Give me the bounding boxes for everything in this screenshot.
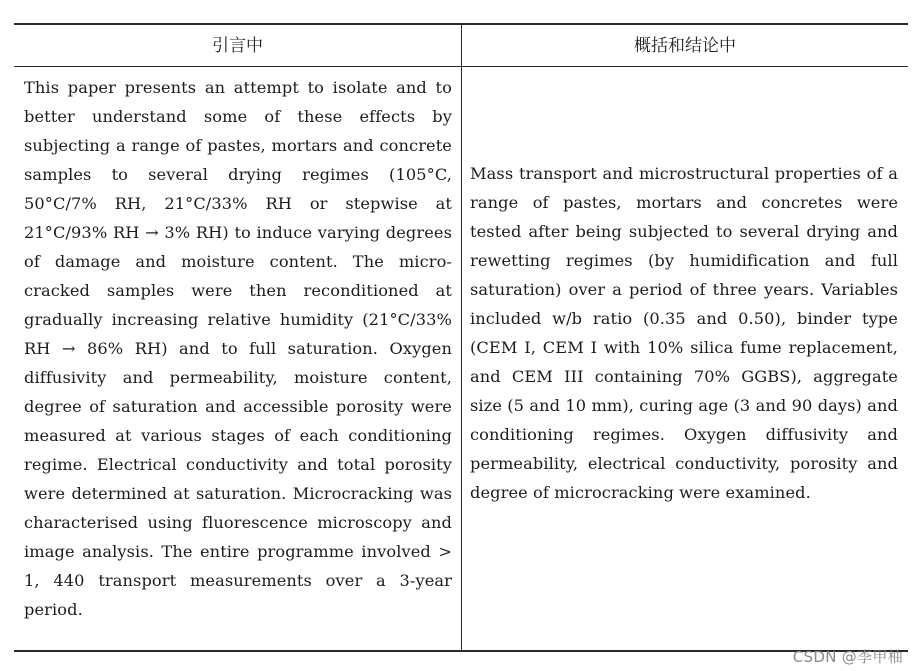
- cell-introduction-text: This paper presents an attempt to isolate and to better understand some of these effects by subjecting a range of pastes, mortars and concrete samples to several drying regimes (105°C, 50°C/7% RH, 21°C/33% RH or stepwise at 21°C/93% RH → 3% RH) to induce varying degrees of damage and moisture content. The micro-cracked samples were then reconditioned at gradually increasing relative humidity (21°C/33% RH → 86% RH) and to full saturation. Oxygen diffusivity and permeability, moisture content, degree of saturation and accessible porosity were measured at various stages of each conditioning regime. Electrical conductivity and total porosity were determined at saturation. Microcracking was characterised using fluorescence microscopy and image analysis. The entire programme involved > 1, 440 transport measurements over a 3-year period.: [24, 78, 452, 619]
- column-divider: [461, 25, 462, 650]
- cell-summary-text: Mass transport and microstructural properties of a range of pastes, mortars and concretes were tested after being subjected to several drying and rewetting regimes (by humidification and full saturation) over a period of three years. Variables included w/b ratio (0.35 and 0.50), binder type (CEM I, CEM I with 10% silica fume replacement, and CEM III containing 70% GGBS), aggregate size (5 and 10 mm), curing age (3 and 90 days) and conditioning regimes. Oxygen diffusivity and permeability, electrical conductivity, porosity and degree of microcracking were examined.: [470, 164, 898, 502]
- header-introduction: 引言中: [212, 36, 263, 56]
- watermark: CSDN @李甲柚: [792, 648, 903, 666]
- header-summary-conclusion: 概括和结论中: [634, 36, 736, 56]
- comparison-table: [14, 23, 908, 652]
